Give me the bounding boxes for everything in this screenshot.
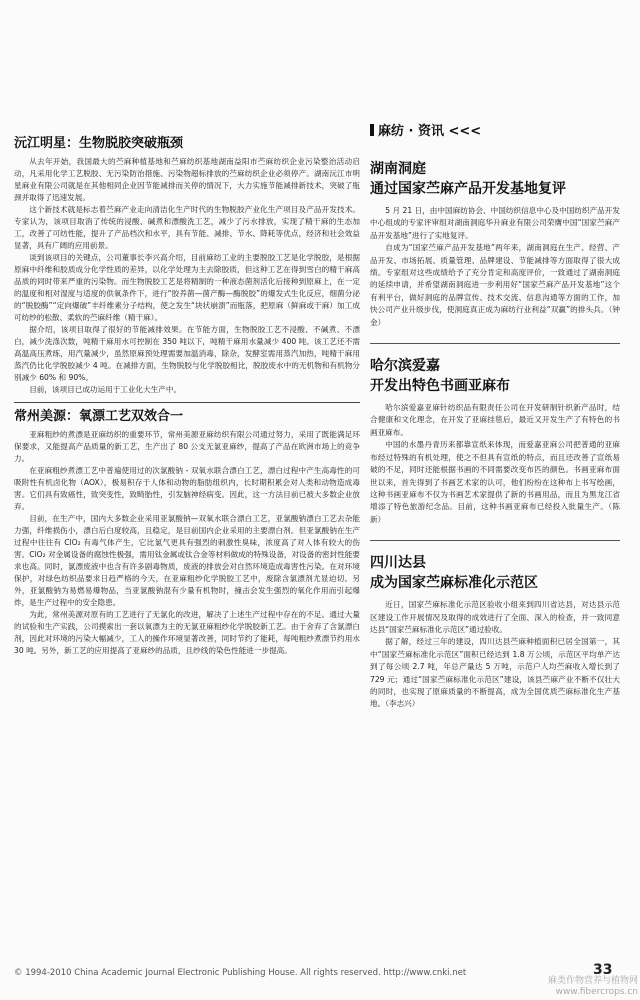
paragraph: 从去年开始，我国最大的苎麻种植基地和苎麻纺织基地湖南益阳市苎麻纺织企业污染整治活动启动，凡采用化学工艺脱胶、无污染防治措施、污染物超标排放的苎麻纺织企业必须停产。湖南沅江市明星麻业有限公司就是在其他相同企业因节能减排而关停的情况下，大力实施节能减排新技术，突破了瓶颈并取得了迅速发展。 bbox=[14, 157, 360, 202]
article-title: 成为国家苎麻标准化示范区 bbox=[370, 575, 538, 592]
left-column bbox=[14, 136, 360, 663]
article-org: 哈尔滨爱嘉 bbox=[370, 358, 440, 375]
paragraph: 在亚麻粗纱煮漂工艺中普遍使用过的次氯酸钠 - 双氧水联合漂白工艺，漂白过程中产生高毒性的可吸附性有机卤化物（AOX），极易积存于人体和动物的脂肪组织内，长时期积累会对人类和动物造成毒害。它们具有致癌性，致突变性，致畸胎性，引发脑神经病变。因此，这一方法目前已被大多数企业放弃。 bbox=[14, 466, 360, 511]
article-org: 常州美源 bbox=[14, 409, 67, 424]
divider bbox=[370, 343, 620, 344]
paragraph: 5 月 21 日，由中国麻纺协会、中国纺织信息中心及中国纺织产品开发中心组成的专家评审组对湖南洞庭华升麻业有限公司荣膺中国“国家苎麻产品开发基地”进行了实地复评。 bbox=[370, 206, 620, 240]
copyright-footer: © 1994-2010 China Academic Journal Electronic Publishing House. All rights reserved. http://www.cnki.net bbox=[14, 968, 467, 978]
paragraph: 亚麻粗纱的煮漂是亚麻纺织的重要环节，常州美源亚麻纺织有限公司通过努力，采用了既能满足环保要求，又能提高产品质量的新工艺，生产出了 80 公支无氯亚麻纱，提高了产品在欧洲市场上的竞争力。 bbox=[14, 430, 360, 463]
watermark-line: 麻类作物营养与植物网 bbox=[547, 976, 638, 986]
right-column bbox=[370, 120, 620, 725]
divider bbox=[370, 540, 620, 541]
article-yuanjiang bbox=[14, 136, 360, 396]
paragraph: 据介绍，该项目取得了很好的节能减排效果。在节能方面，生物脱胶工艺不浸酸、不碱煮、不漂白，减少洗涤次数，吨精干麻用水可控制在 350 吨以下，吨精干麻用水量减少 400 吨。该工艺还不需高温高压煮练，用汽量减少，虽然原麻预处理需要加温消毒，除杂，发酵室需用蒸汽加热，吨精干麻用蒸汽仍比化学脱胶减少 4 吨。在减排方面，生物脱胶与化学脱胶相比，脱胶废水中的无机物和有机物分别减少 60% 和 90%。 bbox=[14, 325, 360, 382]
article-title: 开发出特色书画亚麻布 bbox=[370, 378, 510, 395]
article-title: 通过国家苎麻产品开发基地复评 bbox=[370, 181, 566, 197]
watermark-line: www.fibercrops.cn bbox=[555, 987, 638, 997]
article-sichuan-daxian bbox=[370, 553, 620, 711]
article-title: ：生物脱胶突破瓶颈 bbox=[66, 136, 184, 151]
section-title-text: 麻纺 · 资讯 <<< bbox=[378, 124, 482, 139]
article-org: 湖南洞庭 bbox=[370, 161, 426, 177]
paragraph: 中国的水墨丹青历来都靠宣纸来体现，而爱嘉亚麻公司把普通的亚麻布经过特殊的有机处理，使之不但具有宣纸的特点，而且还改善了宣纸易破的不足，同时还能根据书画的不同需要改变布匹的颜色。书画亚麻布面世以来，首先得到了书画艺术家的认可，他们纷纷在这种布上书写绘画，这种书画亚麻布不仅为书画艺术家提供了新的书画用品，而且为黑龙江省增添了特色旅游纪念品。目前，这种书画亚麻布已经投入批量生产。（陈新） bbox=[370, 440, 620, 524]
page-number: 33 bbox=[593, 962, 613, 978]
article-heading bbox=[14, 409, 360, 425]
paragraph: 谈到该项目的关键点，公司董事长李兴高介绍，目前麻纺工业的主要脱胶工艺是化学脱胶，是根据原麻中纤维和胶质成分化学性质的差异，以化学处理为主去除胶质，但这种工艺在得到雪白的精干麻高品质的同时带来严重的污染物。而生物脱胶工艺是将精制的一种液态菌剂活化后接种到原麻上，在一定的温度和相对湿度与适度的供氧条件下，进行“胶养菌—菌产酶—酶脱胶”的爆发式生化反应，细菌分泌的“脱胶酶”“定向爆破”丰纤维素分子结构，使之发生“块状崩溃”而瓶落，把原麻（鲜麻或干麻）加工成可纺纱的松散、柔软的苎麻纤维（精干麻）。 bbox=[14, 253, 360, 322]
article-org: 沅江明星 bbox=[14, 136, 67, 151]
paragraph: 目前，在生产中，国内大多数企业采用亚氯酸钠—双氧水联合漂白工艺，亚氯酸钠漂白工艺去杂能力强，纤维损伤小，漂白后白度较高，且稳定，是目前国内企业采用的主要漂白剂。但亚氯酸钠在生产过程中往往有 ClO₂ 有毒气体产生，它比氯气更具有强烈的刺激性臭味，浓度高了对人体有较大的伤害。ClO₂ 对金属设备的腐蚀性极强，需用钛金属或钛合金等材料做成的特殊设备，对设备的密封性能要求也高。同时，氯漂废液中也含有许多剧毒物质，废液的排放会对自然环境造成毒害性污染。在对环境保护，对绿色纺织品要求日趋严格的今天，在亚麻粗纱化学脱胶工艺中，废除含氯漂剂尤显迫切。另外，亚氯酸钠为易燃易爆物品，当亚氯酸钠混有少量有机物时，撞击会发生强烈的氧化作用而引起爆炸，是生产过程中的安全隐患。 bbox=[14, 514, 360, 607]
article-hunan-dongting bbox=[370, 159, 620, 329]
paragraph: 为此，常州美源对原有的工艺进行了无氯化的改进，解决了上述生产过程中存在的不足。通过大量的试验和生产实践，公司摸索出一套以氧漂为主的无氯亚麻粗纱化学脱胶新工艺。由于舍弃了含氯漂白剂，因此对环境的污染大幅减少，工人的操作环境显著改善，同时节约了能耗，每吨粗纱煮漂节约用水 30 吨。另外，新工艺的应用提高了亚麻纱的品质，且纱线的染色性能进一步提高。 bbox=[14, 610, 360, 655]
section-bar-icon bbox=[370, 124, 374, 136]
paragraph: 自成为“国家苎麻产品开发基地”两年来，湖南洞庭在生产、经营、产品开发、市场拓展、质量管理、品牌建设、节能减排等方面取得了很大成绩。专家组对这些成绩给予了充分肯定和高度评价，一致通过了湖南洞庭的延续申请，并希望湖南洞庭进一步利用好“国家苎麻产品开发基地”这个有利平台，做好洞庭的品牌宣传、技术交流、信息沟通等方面的工作，加快公司产业升级步伐，使洞庭真正成为麻纺行业利益“双赢”的排头兵。（钟金） bbox=[370, 243, 620, 327]
article-changzhou bbox=[14, 409, 360, 657]
section-title bbox=[370, 120, 620, 139]
watermark bbox=[520, 976, 638, 998]
article-heading bbox=[14, 136, 360, 152]
paragraph: 哈尔滨爱嘉亚麻针纺织品有限责任公司在开发研制针织新产品时，结合健康和文化理念，在开发了亚麻挂毯后，最近又开发生产了有特色的书画亚麻布。 bbox=[370, 403, 620, 437]
paragraph: 这个新技术就是标志着苎麻产业走向清洁化生产时代的生物脱胶产业化生产项目及产品开发技术。专家认为，该项目取消了传统的浸酸、碱煮和漂酸洗工艺，减少了污水排放，实现了精干麻的生态加工，改善了可纺性能，提升了产品档次和水平，具有节能、减排、节水、降耗等优点，经济和社会效益显著，具有广阔的应用前景。 bbox=[14, 205, 360, 250]
article-org: 四川达县 bbox=[370, 555, 426, 572]
paragraph: 目前，该项目已成功运用于工业化大生产中。 bbox=[29, 385, 182, 394]
article-harbin-aijia bbox=[370, 356, 620, 526]
paragraph: 近日，国家苎麻标准化示范区验收小组来到四川省达县，对达县示范区建设工作开展情况及取得的成效进行了全面、深入的检查，并一致同意达县“国家苎麻标准化示范区”通过验收。 bbox=[370, 600, 620, 634]
divider bbox=[14, 402, 360, 403]
paragraph: 据了解，经过三年的建设，四川达县苎麻种植面积已居全国第一，其中“国家苎麻标准化示范区”面积已经达到 1.8 万公顷，示范区平均单产达到了每公顷 2.7 吨，年总产量达 5 万吨，示范户人均苎麻收入增长到了 729 元；通过“国家苎麻标准化示范区”建设，该县苎麻产业不断不仅壮大的同时，也实现了原麻质量的不断提高，成为全国优质苎麻标准化生产基地。（李志兴） bbox=[370, 637, 620, 709]
article-title: ：氧漂工艺双效合一 bbox=[66, 409, 184, 424]
